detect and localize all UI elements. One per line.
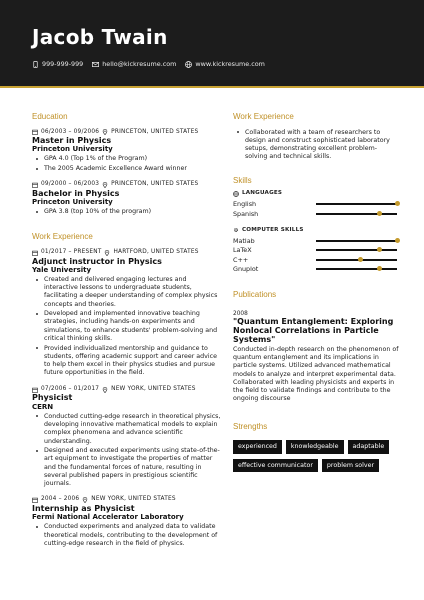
- list-item: Designed and executed experiments using state-of-the-art equipment to investigate the properties of matter and the fundamental forces of nature, resulting in several published papers in prestigious scientific journals.: [32, 447, 222, 488]
- skill-level-dot: [377, 211, 382, 216]
- entry-location: NEW YORK, UNITED STATES: [111, 385, 196, 392]
- bullet-list: [32, 155, 222, 173]
- computer-skills-label-text: COMPUTER SKILLS: [242, 226, 304, 233]
- calendar-icon: [32, 182, 38, 188]
- work-experience-heading: Work Experience: [32, 232, 93, 242]
- work-entry: [32, 496, 222, 548]
- job-title: Physicist: [32, 393, 73, 403]
- contact-email[interactable]: [92, 60, 176, 68]
- skill-row: [233, 200, 399, 210]
- phone-text: 999-999-999: [42, 60, 84, 68]
- list-item: The 2005 Academic Excellence Award winner: [32, 165, 222, 173]
- publication-title: "Quantum Entanglement: Exploring Nonlocal Correlations in Particle Systems": [233, 317, 394, 344]
- calendar-icon: [32, 497, 38, 503]
- school-name: Princeton University: [32, 145, 113, 154]
- work-entry: [32, 386, 222, 489]
- bullet-list: [233, 129, 399, 162]
- strengths-tags: [233, 440, 399, 472]
- location-pin-icon: [102, 387, 108, 393]
- skill-bar: [316, 268, 397, 270]
- skill-row: [233, 265, 399, 275]
- entry-dates: 09/2000 – 06/2003: [41, 181, 100, 188]
- location-pin-icon: [102, 182, 108, 188]
- list-item: Created and delivered engaging lectures and interactive lessons to undergraduate students, facilitating a deeper understanding of complex physics concepts and theories.: [32, 276, 222, 309]
- strengths-heading: Strengths: [233, 421, 268, 431]
- contact-phone[interactable]: [32, 60, 83, 68]
- skill-bar: [316, 259, 397, 261]
- bullet-list: [32, 208, 222, 216]
- skills-heading: Skills: [233, 175, 252, 185]
- right-column: [233, 112, 399, 472]
- globe-icon: [233, 191, 239, 197]
- location-pin-icon: [82, 497, 88, 503]
- entry-location: PRINCETON, UNITED STATES: [111, 128, 199, 135]
- candidate-name: Jacob Twain: [32, 25, 168, 49]
- strength-tag: effective communicator: [233, 459, 318, 473]
- degree-title: Master in Physics: [32, 136, 112, 146]
- contact-website[interactable]: [185, 60, 264, 68]
- header-accent-line: [0, 86, 424, 88]
- list-item: GPA 3.8 (top 10% of the program): [32, 208, 222, 216]
- gear-icon: [233, 227, 239, 233]
- skill-level-dot: [395, 201, 400, 206]
- skill-row: [233, 255, 399, 265]
- skill-bar: [316, 203, 397, 205]
- entry-dates: 01/2017 – PRESENT: [41, 248, 102, 255]
- bullet-list: [32, 413, 222, 489]
- skill-row: [233, 246, 399, 256]
- bullet-list: [32, 523, 222, 548]
- skill-bar: [316, 249, 397, 251]
- strength-tag: adaptable: [348, 440, 390, 454]
- publication-description: Conducted in-depth research on the phenomenon of quantum entanglement and its implications in particle systems. Utilized advanced mathematical models to analyze and interpret experimental data. Collaborated with leading physicists and experts in the field to validate findings and contribute to the ongoing discourse: [233, 345, 399, 403]
- resume-header: [0, 0, 424, 88]
- skill-name: LaTeX: [233, 246, 252, 255]
- job-title: Internship as Physicist: [32, 504, 135, 514]
- skill-bar: [316, 213, 397, 215]
- work-entry: [32, 249, 222, 378]
- contact-bar: [32, 60, 265, 68]
- calendar-icon: [32, 129, 38, 135]
- publications-heading: Publications: [233, 290, 277, 300]
- list-item: GPA 4.0 (Top 1% of the Program): [32, 155, 222, 163]
- publication-year: 2008: [233, 310, 248, 317]
- skill-name: Spanish: [233, 209, 259, 218]
- strength-tag: problem solver: [322, 459, 379, 473]
- email-icon: [92, 61, 99, 68]
- employer-name: Yale University: [32, 265, 92, 274]
- languages-label-text: LANGUAGES: [242, 190, 283, 197]
- skill-level-dot: [395, 238, 400, 243]
- location-pin-icon: [102, 129, 108, 135]
- list-item: Conducted cutting-edge research in theoretical physics, developing innovative mathematical models to explain complex phenomena and advance scientific understanding.: [32, 413, 222, 446]
- list-item: Collaborated with a team of researchers to design and construct sophisticated laboratory setups, demonstrating excellent problem-solving and technical skills.: [233, 129, 399, 162]
- education-entry: [32, 129, 222, 174]
- languages-label: [233, 190, 399, 197]
- entry-location: PRINCETON, UNITED STATES: [111, 181, 199, 188]
- entry-meta: [32, 129, 222, 137]
- skill-name: Gnuplot: [233, 265, 259, 274]
- entry-meta: [32, 249, 222, 257]
- computer-skills-label: [233, 227, 399, 234]
- degree-title: Bachelor in Physics: [32, 188, 120, 198]
- skill-name: Matlab: [233, 236, 255, 245]
- location-pin-icon: [104, 250, 110, 256]
- entry-location: HARTFORD, UNITED STATES: [113, 248, 199, 255]
- list-item: Conducted experiments and analyzed data to validate theoretical models, contributing to the development of cutting-edge research in the field of physics.: [32, 523, 222, 548]
- phone-icon: [32, 61, 39, 68]
- entry-dates: 06/2003 – 09/2006: [41, 128, 100, 135]
- bullet-list: [32, 276, 222, 378]
- job-title: Adjunct instructor in Physics: [32, 256, 162, 266]
- strength-tag: experienced: [233, 440, 282, 454]
- skill-level-dot: [377, 266, 382, 271]
- education-heading: Education: [32, 112, 68, 121]
- left-column: [32, 112, 222, 556]
- skill-row: [233, 236, 399, 246]
- skill-name: English: [233, 200, 257, 209]
- calendar-icon: [32, 250, 38, 256]
- employer-name: CERN: [32, 402, 54, 411]
- website-text: www.kickresume.com: [195, 60, 265, 68]
- entry-meta: [32, 386, 222, 394]
- work-experience-continued-heading: Work Experience: [233, 112, 294, 121]
- skill-level-dot: [358, 257, 363, 262]
- list-item: Developed and implemented innovative teaching strategies, including hands-on experiments and simulations, to enhance students' problem-solving and critical thinking skills.: [32, 310, 222, 343]
- entry-dates: 2004 – 2006: [41, 496, 80, 503]
- entry-meta: [32, 181, 222, 189]
- entry-dates: 07/2006 – 01/2017: [41, 385, 100, 392]
- skill-level-dot: [377, 247, 382, 252]
- employer-name: Fermi National Accelerator Laboratory: [32, 513, 184, 522]
- skill-bar: [316, 240, 397, 242]
- entry-meta: [32, 496, 222, 504]
- strength-tag: knowledgeable: [286, 440, 344, 454]
- education-entry: [32, 181, 222, 216]
- list-item: Provided individualized mentorship and guidance to students, offering academic support and career advice to help them excel in their physics studies and pursue future opportunities in the field.: [32, 345, 222, 378]
- school-name: Princeton University: [32, 198, 113, 207]
- email-text: hello@kickresume.com: [102, 60, 177, 68]
- calendar-icon: [32, 387, 38, 393]
- skill-row: [233, 209, 399, 219]
- skill-name: C++: [233, 255, 249, 264]
- entry-location: NEW YORK, UNITED STATES: [91, 496, 176, 503]
- globe-icon: [185, 61, 192, 68]
